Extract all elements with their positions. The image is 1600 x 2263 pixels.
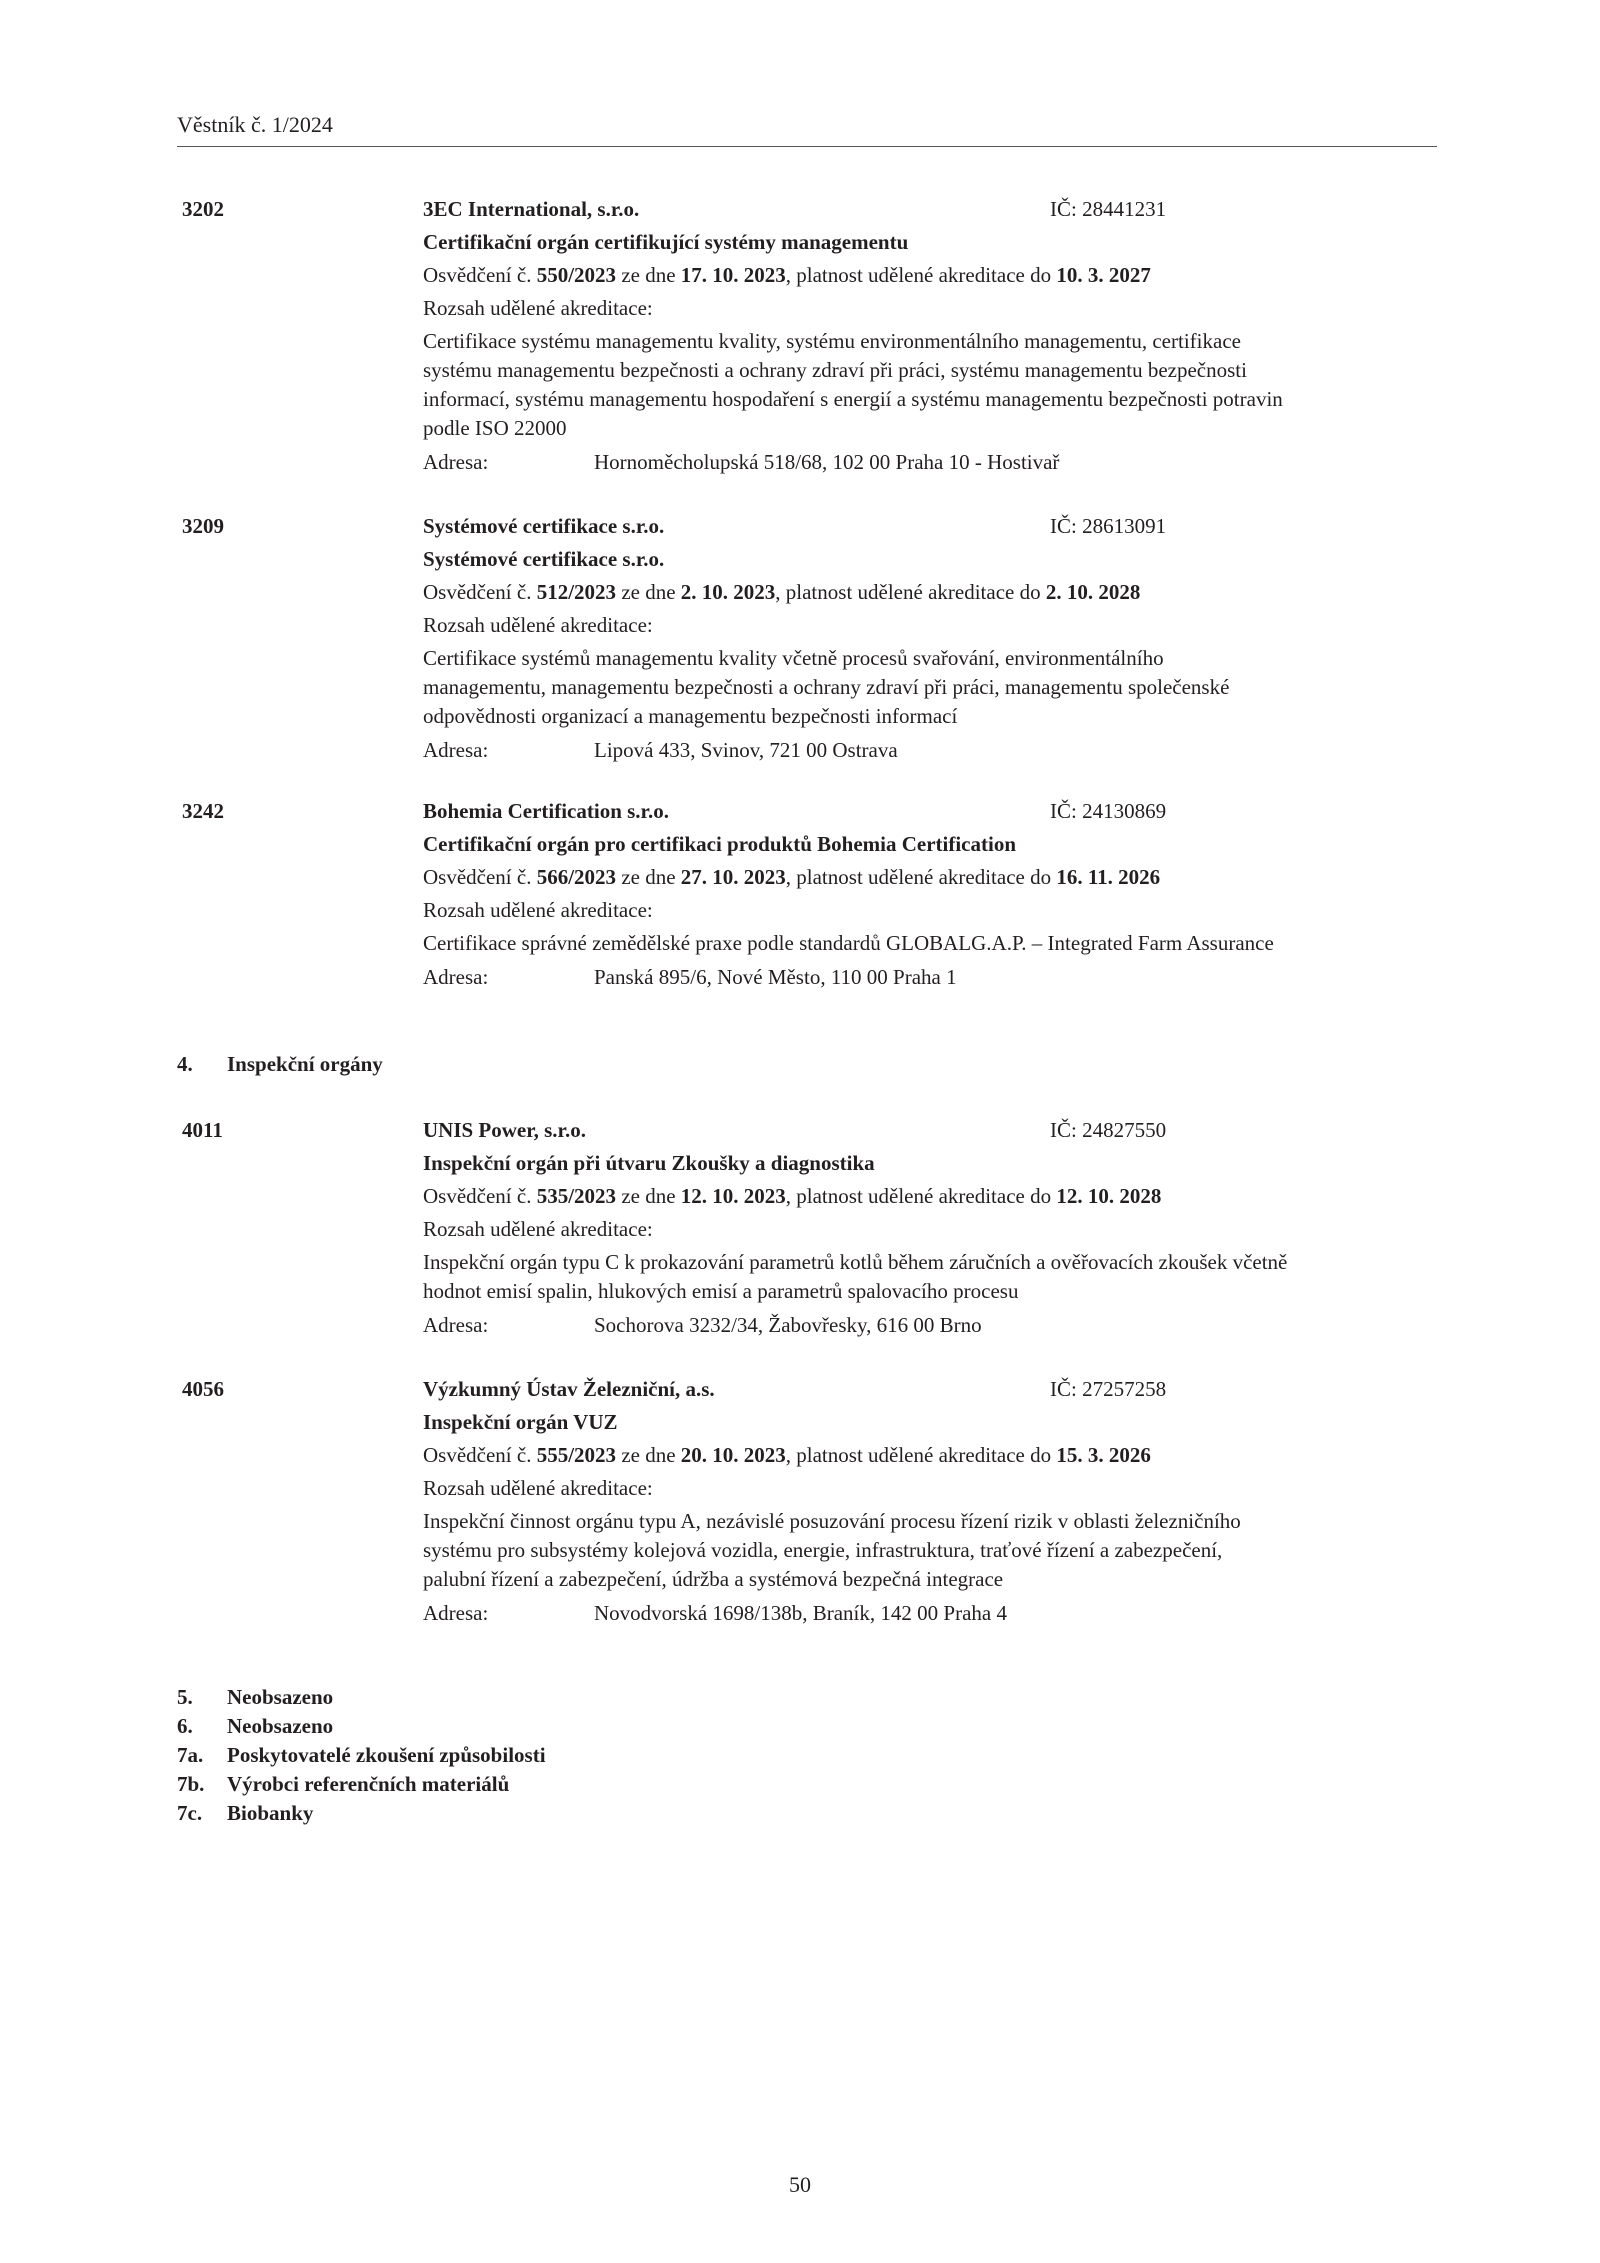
header-rule	[177, 146, 1437, 147]
organization-unit: Systémové certifikace s.r.o.	[423, 547, 665, 571]
entry-body	[423, 510, 1453, 767]
validity-label: , platnost udělené akreditace do	[785, 1184, 1052, 1208]
ic-value: 24827550	[1082, 1118, 1167, 1142]
section-number: 7c.	[177, 1801, 203, 1825]
organization-name: Výzkumný Ústav Železniční, a.s.	[423, 1377, 715, 1401]
ic-label: IČ:	[1050, 197, 1077, 221]
cert-number: 512/2023	[536, 580, 617, 604]
section-number: 6.	[177, 1714, 193, 1738]
address-line	[423, 446, 1453, 479]
ic-label: IČ:	[1050, 1377, 1077, 1401]
scope-text	[423, 325, 1453, 446]
organization-unit: Inspekční orgán VUZ	[423, 1410, 618, 1434]
valid-to-date: 12. 10. 2028	[1056, 1184, 1162, 1208]
ic-value: 28613091	[1082, 514, 1167, 538]
section-title: Výrobci referenčních materiálů	[227, 1772, 510, 1796]
scope-line: systému managementu bezpečnosti a ochrany zdraví při práci, systému managementu bezpečnosti	[423, 358, 1247, 382]
scope-line: podle ISO 22000	[423, 416, 567, 440]
entry-body	[423, 795, 1453, 994]
organization-name: Bohemia Certification s.r.o.	[423, 799, 669, 823]
ic-value: 28441231	[1082, 197, 1167, 221]
cert-prefix: Osvědčení č.	[423, 1184, 532, 1208]
scope-line: systému pro subsystémy kolejová vozidla, energie, infrastruktura, traťové řízení a zabezpečení,	[423, 1538, 1223, 1562]
ic-value: 27257258	[1082, 1377, 1167, 1401]
address-line	[423, 961, 1453, 994]
address-label: Adresa:	[423, 450, 489, 474]
section-title: Biobanky	[227, 1801, 314, 1825]
entry-number: 4056	[182, 1377, 224, 1401]
section-number: 4.	[177, 1052, 193, 1076]
ic-label: IČ:	[1050, 514, 1077, 538]
valid-to-date: 15. 3. 2026	[1056, 1443, 1151, 1467]
scope-text	[423, 1246, 1453, 1309]
organization-unit: Certifikační orgán pro certifikaci produktů Bohemia Certification	[423, 832, 1017, 856]
address-value: Hornoměcholupská 518/68, 102 00 Praha 10 - Hostivař	[594, 450, 1060, 474]
ze-dne-label: ze dne	[621, 1184, 676, 1208]
scope-line: palubní řízení a zabezpečení, údržba a systémová bezpečná integrace	[423, 1567, 1004, 1591]
entry-body	[423, 1373, 1453, 1630]
organization-unit: Inspekční orgán při útvaru Zkoušky a diagnostika	[423, 1151, 875, 1175]
scope-text	[423, 927, 1453, 961]
organization-name: 3EC International, s.r.o.	[423, 197, 640, 221]
page-number: 50	[789, 2172, 811, 2197]
address-line	[423, 1309, 1453, 1342]
scope-label: Rozsah udělené akreditace:	[423, 1217, 653, 1241]
section-title: Neobsazeno	[227, 1685, 334, 1709]
address-label: Adresa:	[423, 1601, 489, 1625]
scope-label: Rozsah udělené akreditace:	[423, 898, 653, 922]
ze-dne-label: ze dne	[621, 263, 676, 287]
cert-prefix: Osvědčení č.	[423, 1443, 532, 1467]
scope-line: Inspekční orgán typu C k prokazování parametrů kotlů během záručních a ověřovacích zkoušek včetně	[423, 1250, 1288, 1274]
scope-line: informací, systému managementu hospodaření s energií a systému managementu bezpečnosti potravin	[423, 387, 1283, 411]
valid-to-date: 10. 3. 2027	[1056, 263, 1151, 287]
entry-body	[423, 1114, 1453, 1342]
cert-date: 27. 10. 2023	[680, 865, 786, 889]
scope-text	[423, 1505, 1453, 1597]
ic-label: IČ:	[1050, 799, 1077, 823]
certificate-line	[423, 861, 1453, 894]
ze-dne-label: ze dne	[621, 580, 676, 604]
cert-number: 566/2023	[536, 865, 617, 889]
organization-name: Systémové certifikace s.r.o.	[423, 514, 665, 538]
section-heading	[177, 1712, 546, 1741]
ic-value: 24130869	[1082, 799, 1167, 823]
cert-prefix: Osvědčení č.	[423, 580, 532, 604]
validity-label: , platnost udělené akreditace do	[775, 580, 1041, 604]
validity-label: , platnost udělené akreditace do	[785, 1443, 1052, 1467]
address-value: Lipová 433, Svinov, 721 00 Ostrava	[594, 738, 898, 762]
section-number: 5.	[177, 1685, 193, 1709]
cert-date: 12. 10. 2023	[680, 1184, 786, 1208]
section-title: Poskytovatelé zkoušení způsobilosti	[227, 1743, 546, 1767]
entry-number: 3242	[182, 799, 224, 823]
scope-line: managementu, managementu bezpečnosti a ochrany zdraví při práci, managementu společenské	[423, 675, 1230, 699]
section-heading	[177, 1770, 546, 1799]
certificate-line	[423, 1180, 1453, 1213]
entry-number: 3202	[182, 197, 224, 221]
ze-dne-label: ze dne	[621, 1443, 676, 1467]
scope-label: Rozsah udělené akreditace:	[423, 1476, 653, 1500]
address-label: Adresa:	[423, 738, 489, 762]
valid-to-date: 2. 10. 2028	[1045, 580, 1141, 604]
scope-label: Rozsah udělené akreditace:	[423, 613, 653, 637]
entry-body	[423, 193, 1453, 479]
cert-prefix: Osvědčení č.	[423, 865, 532, 889]
ze-dne-label: ze dne	[621, 865, 676, 889]
address-value: Novodvorská 1698/138b, Braník, 142 00 Praha 4	[594, 1601, 1007, 1625]
organization-unit: Certifikační orgán certifikující systémy managementu	[423, 230, 909, 254]
valid-to-date: 16. 11. 2026	[1056, 865, 1161, 889]
section-title: Inspekční orgány	[227, 1052, 383, 1076]
organization-name: UNIS Power, s.r.o.	[423, 1118, 586, 1142]
certificate-line	[423, 259, 1453, 292]
scope-label: Rozsah udělené akreditace:	[423, 296, 653, 320]
scope-line: odpovědnosti organizací a managementu bezpečnosti informací	[423, 704, 958, 728]
certificate-line	[423, 1439, 1453, 1472]
address-label: Adresa:	[423, 1313, 489, 1337]
address-value: Panská 895/6, Nové Město, 110 00 Praha 1	[594, 965, 957, 989]
entry-number: 4011	[182, 1118, 223, 1142]
validity-label: , platnost udělené akreditace do	[785, 865, 1052, 889]
certificate-line	[423, 576, 1453, 609]
section-heading	[177, 1799, 546, 1828]
scope-line: Inspekční činnost orgánu typu A, nezávislé posuzování procesu řízení rizik v oblasti železničního	[423, 1509, 1241, 1533]
section-heading-4	[177, 1050, 383, 1079]
address-line	[423, 1597, 1453, 1630]
section-heading	[177, 1741, 546, 1770]
section-list	[177, 1683, 546, 1828]
cert-number: 535/2023	[536, 1184, 617, 1208]
entry-number: 3209	[182, 514, 224, 538]
scope-line: Certifikace systémů managementu kvality včetně procesů svařování, environmentálního	[423, 646, 1164, 670]
cert-number: 555/2023	[536, 1443, 617, 1467]
cert-prefix: Osvědčení č.	[423, 263, 532, 287]
cert-date: 20. 10. 2023	[680, 1443, 786, 1467]
section-number: 7b.	[177, 1772, 205, 1796]
cert-date: 2. 10. 2023	[680, 580, 776, 604]
section-title: Neobsazeno	[227, 1714, 334, 1738]
address-line	[423, 734, 1453, 767]
scope-line: Certifikace správné zemědělské praxe podle standardů GLOBALG.A.P. – Integrated Farm Assurance	[423, 931, 1274, 955]
scope-line: Certifikace systému managementu kvality, systému environmentálního managementu, certifikace	[423, 329, 1241, 353]
validity-label: , platnost udělené akreditace do	[785, 263, 1052, 287]
ic-label: IČ:	[1050, 1118, 1077, 1142]
section-heading	[177, 1683, 546, 1712]
journal-header: Věstník č. 1/2024	[177, 112, 333, 137]
cert-number: 550/2023	[536, 263, 617, 287]
address-value: Sochorova 3232/34, Žabovřesky, 616 00 Brno	[594, 1313, 982, 1337]
scope-text	[423, 642, 1453, 734]
scope-line: hodnot emisí spalin, hlukových emisí a parametrů spalovacího procesu	[423, 1279, 1019, 1303]
address-label: Adresa:	[423, 965, 489, 989]
cert-date: 17. 10. 2023	[680, 263, 786, 287]
section-number: 7a.	[177, 1743, 204, 1767]
